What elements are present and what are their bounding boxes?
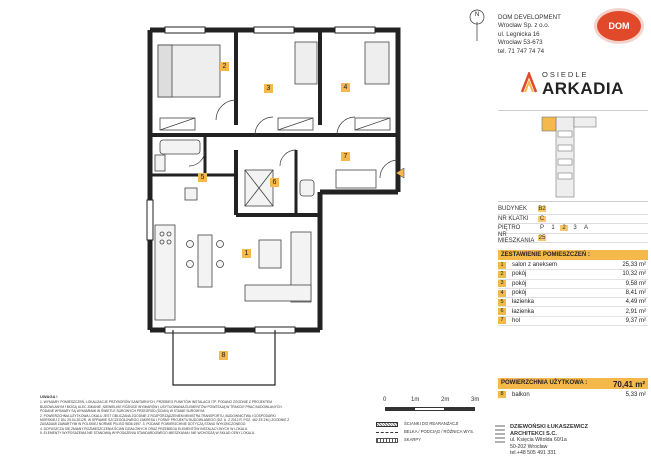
legend-item: SKARPY [404, 437, 421, 442]
room-area: 2,91 m² [625, 308, 646, 315]
unit-info [498, 205, 648, 243]
note-line: 2. POWIERZCHNIA UŻYTKOWA LOKALU JEST OBLICZANA ZGODNIE Z ROZPORZĄDZENIEM MINISTRA TRANSPORTU, BUDOWNICTWA I GOSPODARKI [40, 413, 276, 418]
room-area: 4,49 m² [625, 299, 646, 306]
apartment-value: 25 [538, 234, 546, 241]
room-row [498, 261, 648, 270]
room-name: pokój [512, 280, 527, 287]
room-row [498, 270, 648, 279]
apartment-label: NR MIESZKANIA [498, 231, 535, 244]
room-row [498, 289, 648, 298]
site-plan-thumbnail [498, 110, 648, 202]
room-row [498, 307, 648, 316]
developer-street: ul. Legnicka 16 [498, 30, 540, 38]
room-name: pokój [512, 290, 527, 297]
legend-item: BELKA / PODCIĄG / RÓŻNICA WYS. [404, 429, 475, 434]
architect-firm-2: ARCHITEKCI S.C. [510, 430, 557, 437]
note-line: 1. WYMIARY POMIESZCZEŃ, LOKALIZACJE PRZYBORÓW SANITARNYCH, PRZEBIEG PUNKTÓW INSTALACJI ITP. PODANO ZGODNIE Z PROJEKTEM [40, 400, 272, 405]
balcony-area: 5,33 m² [625, 391, 646, 398]
brand-subtitle: OSIEDLE [542, 70, 589, 79]
scale-tick-1: 1m [411, 397, 420, 403]
usable-area-header [498, 378, 648, 389]
stair-label: NR KLATKI [498, 215, 529, 222]
room-num: 1 [498, 262, 506, 269]
developer-phone: tel. 71 747 74 74 [498, 47, 545, 55]
legend-item: ŚCIANKI DO REARANŻACJI [404, 421, 459, 426]
balcony-name: balkon [512, 391, 530, 398]
dom-logo: DOM [594, 8, 644, 44]
usable-area-label: POWIERZCHNIA UŻYTKOWA : [501, 380, 588, 386]
developer-name: DOM DEVELOPMENT [498, 14, 561, 21]
floor-option: P [539, 225, 544, 232]
north-arrow-icon [468, 8, 486, 42]
note-line: 4. DOPUSZCZA SIĘ ZMIANY ROZMIESZCZENIA ŚCIAN DZIAŁOWYCH ORAZ PRZEBIEGU ELEMENTÓW INSTALACYJNYCH W LOKALU. [40, 426, 249, 431]
room-num: 7 [498, 317, 506, 324]
room-area: 25,33 m² [622, 262, 646, 269]
floor-option: 1 [551, 225, 555, 232]
notes-title: UWAGA ! [40, 394, 58, 399]
room-row [498, 280, 648, 289]
architect-city: 50-202 Wrocław [510, 443, 548, 450]
plan-legend [376, 420, 474, 444]
architect-address: ul. Księcia Witolda 60/1a [510, 437, 567, 444]
note-line: PODANE WYMIARY SĄ WYMIARAMI W ŚWIETLE SUROWYCH PRZEGRÓD (ŚCIAN) W STANIE SUROWYM. [40, 409, 205, 414]
room-tag-5: 5 [200, 174, 205, 181]
rooms-header: ZESTAWIENIE POMIESZCZEŃ : [498, 250, 648, 260]
legend-swatch-slope [376, 438, 398, 443]
room-area: 10,32 m² [622, 271, 646, 278]
scale-tick-0: 0 [383, 397, 387, 403]
balcony-row [498, 390, 648, 400]
room-tag-2: 2 [222, 63, 227, 70]
room-row [498, 317, 648, 326]
room-area: 9,58 m² [625, 280, 646, 287]
developer-info [498, 14, 561, 56]
floor-option: 3 [573, 225, 577, 232]
rooms-list [498, 261, 648, 326]
room-tag-8: 8 [221, 352, 226, 359]
room-row [498, 298, 648, 307]
room-area: 9,37 m² [625, 317, 646, 324]
scale-tick-3: 3m [471, 397, 480, 403]
scale-bar [383, 397, 493, 419]
room-num: 3 [498, 280, 506, 287]
usable-area-total: 70,41 m² [612, 380, 645, 389]
architect-firm: DZIEWOŃSKI ŁUKASZEWICZ [510, 424, 588, 430]
developer-city: Wrocław 53-673 [498, 39, 543, 47]
developer-line2: Wrocław Sp. z o.o. [498, 22, 550, 30]
north-label: N [474, 12, 480, 18]
room-name: hol [512, 317, 521, 324]
room-num: 5 [498, 299, 506, 306]
room-name: pokój [512, 271, 527, 278]
brand-title: ARKADIA [542, 79, 624, 98]
note-line: ZASADAMI ZAWARTYMI W POLSKIEJ NORMIE PN-ISO 9836:1997. 3. PODANE POWIERZCHNIE DOTYCZĄ STANU WYKOŃCZONEGO. [40, 422, 247, 427]
scale-graphic [385, 407, 475, 411]
room-tag-3: 3 [266, 85, 271, 92]
room-name: salon z aneksem [512, 262, 558, 269]
stair-value: C [539, 215, 545, 222]
floor-option: A [583, 225, 588, 232]
room-num: 2 [498, 271, 506, 278]
architect-logo-icon [494, 424, 506, 446]
room-num: 6 [498, 308, 506, 315]
info-panel [494, 0, 651, 460]
floor-label: PIĘTRO [498, 225, 521, 232]
room-tag-4: 4 [343, 84, 348, 91]
disclaimer-notes [40, 395, 360, 436]
note-line: MORSKIEJ Z DN. 25.04.2012R. W SPRAWIE SZCZEGÓŁOWEGO ZAKRESU I FORMY PROJEKTU BUDOWLANEGO (DZ. U. Z 2012 R. POZ. 462 ZE ZM.) ZGODNIE Z [40, 418, 290, 423]
room-name: łazienka [512, 308, 535, 315]
note-line: 5. ELEMENTY WYPOSAŻENIA NIE STANOWIĄ WYPOSAŻENIA STANDARDOWEGO MIESZKANIA I NIE WCHODZĄ W SKŁAD CENY LOKALU. [40, 431, 256, 436]
room-num: 4 [498, 290, 506, 297]
architect-info [510, 424, 588, 457]
architect-phone: tel.+48 505 491 331 [510, 450, 557, 457]
scale-tick-2: 2m [441, 397, 450, 403]
building-value: B2 [538, 206, 546, 213]
room-name: łazienka [512, 299, 535, 306]
note-line: BUDOWLANYM I MOGĄ ULEC ZMIANIE. NIEWIELKIE RÓŻNICE WYMIARÓW I USYTUOWANIA ELEMENTÓW POWSTAJĄ W TRAKCIE PRAC BUDOWLANYCH. [40, 404, 283, 409]
room-tag-6: 6 [272, 179, 277, 186]
legend-swatch-dashed [376, 432, 398, 433]
room-area: 8,41 m² [625, 290, 646, 297]
balcony-num: 8 [498, 391, 506, 398]
arkadia-logo-icon [520, 72, 538, 94]
floor-option-selected: 2 [560, 225, 568, 231]
building-label: BUDYNEK [498, 206, 528, 213]
room-tag-1: 1 [244, 250, 249, 257]
room-tag-7: 7 [343, 153, 348, 160]
legend-swatch-hatched [376, 422, 398, 427]
